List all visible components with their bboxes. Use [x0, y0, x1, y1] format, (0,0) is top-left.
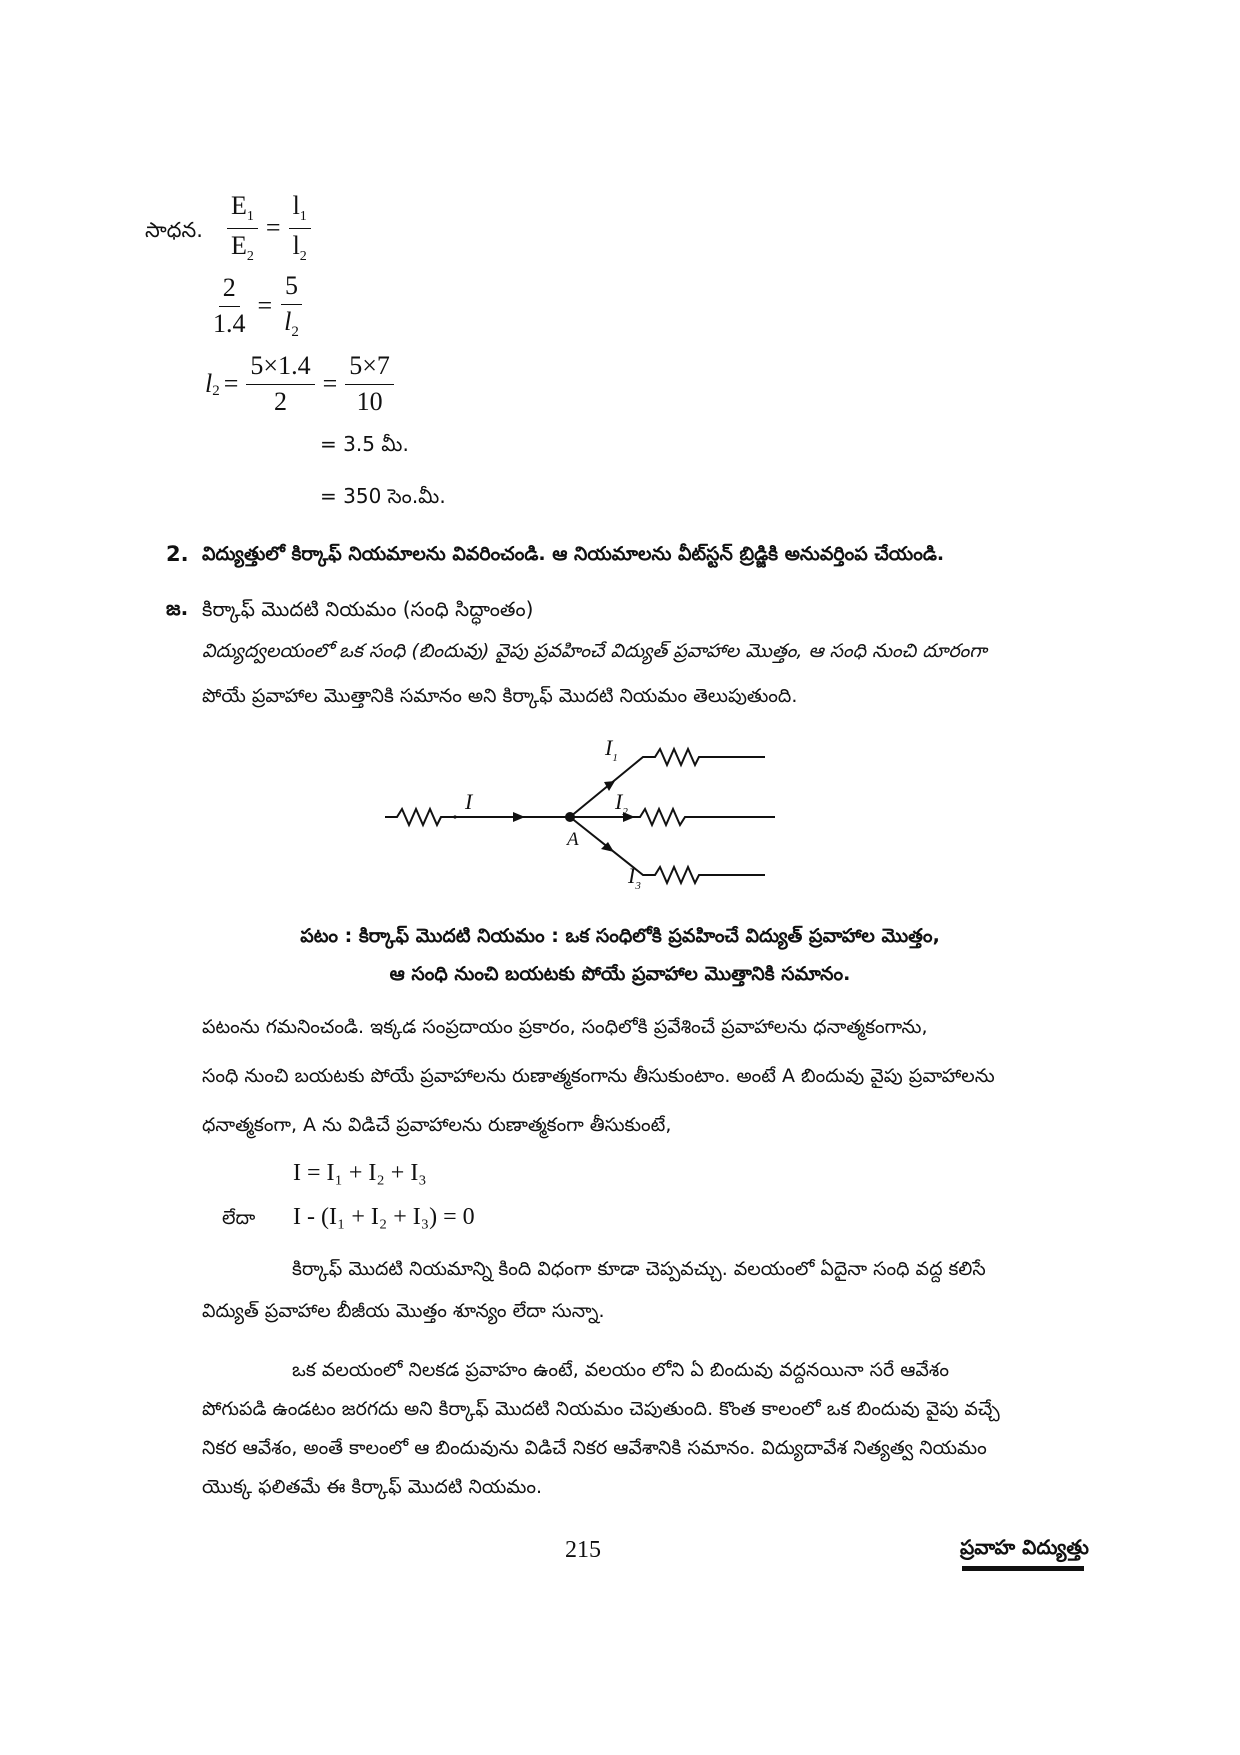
equation-current-sum: I = I₁ + I₂ + I₃: [293, 1160, 427, 1186]
label-current-i3: $I_3$: [628, 863, 641, 892]
chapter-title-underline: [962, 1566, 1084, 1571]
definition-line-2: పోయే ప్రవాహాల మొత్తానికి సమానం అని కిర్కాఫ్ మొదటి నియమం తెలుపుతుంది.: [202, 685, 798, 707]
question-text: విద్యుత్తులో కిర్కాఫ్ నియమాలను వివరించండి. ఆ నియమాలను వీట్‌స్టన్ బ్రిడ్జికి అనువర్తింప చేయండి.: [202, 543, 945, 565]
chapter-title: ప్రవాహ విద్యుత్తు: [960, 1535, 1089, 1559]
paragraph-3-line-1: ఒక వలయంలో నిలకడ ప్రవాహం ఉంటే, వలయం లోని ఏ బిందువు వద్దనయినా సరే ఆవేశం: [292, 1359, 950, 1381]
equation-current-zero: I - (I₁ + I₂ + I₃) = 0: [293, 1204, 475, 1230]
equation-substitution: $\frac{2}{1.4}$ = $\frac{5}{l_2}$: [205, 272, 307, 340]
question-number: 2.: [166, 542, 189, 566]
solution-label: సాధన.: [145, 218, 203, 242]
branch-1-wire: [570, 749, 765, 817]
equation-ratio: $\frac{E_1}{E_2}$ = $\frac{l_1}{l_2}$: [223, 192, 315, 264]
definition-line-1: విద్యుద్వలయంలో ఒక సంధి (బిందువు) వైపు ప్రవహించే విద్యుత్ ప్రవాహాల మొత్తం, ఆ సంధి నుంచి దూరంగా: [202, 640, 987, 662]
paragraph-1-line-2: సంధి నుంచి బయటకు పోయే ప్రవాహాలను రుణాత్మకంగాను తీసుకుంటాం. అంటే A బిందువు వైపు ప్రవాహాలను: [202, 1065, 995, 1087]
paragraph-1-line-3: ధనాత్మకంగా, A ను విడిచే ప్రవాహాలను రుణాత్మకంగా తీసుకుంటే,: [202, 1114, 672, 1136]
label-current-i: I: [465, 789, 473, 814]
label-junction-a: A: [567, 829, 579, 850]
result-meters: = 3.5 మీ.: [320, 432, 409, 456]
arrow-incoming: [513, 812, 525, 822]
dot-mark: [453, 815, 456, 818]
answer-label: జ.: [166, 596, 189, 620]
figure-caption-line-2: ఆ సంధి నుంచి బయటకు పోయే ప్రవాహాల మొత్తానికి సమానం.: [389, 963, 851, 985]
branch-2-wire: [570, 809, 775, 825]
paragraph-3-line-3: నికర ఆవేశం, అంతే కాలంలో ఆ బిందువును విడిచే నికర ఆవేశానికి సమానం. విద్యుదావేశ నిత్యత్వ నియమం: [202, 1437, 987, 1459]
incoming-resistor: [385, 809, 570, 825]
label-current-i2: $I_2$: [615, 789, 628, 818]
kirchhoff-junction-diagram: [375, 725, 785, 905]
paragraph-2-line-1: కిర్కాఫ్ మొదటి నియమాన్ని కింది విధంగా కూడా చెప్పవచ్చు. వలయంలో ఏదైనా సంధి వద్ద కలిసే: [292, 1258, 986, 1280]
result-centimeters: = 350 సెం.మీ.: [320, 484, 446, 508]
answer-heading: కిర్కాఫ్ మొదటి నియమం (సంధి సిద్ధాంతం): [202, 597, 534, 621]
paragraph-3-line-4: యొక్క ఫలితమే ఈ కిర్కాఫ్ మొదటి నియమం.: [202, 1476, 543, 1498]
branch-3-wire: [570, 817, 765, 883]
figure-caption-line-1: పటం : కిర్కాఫ్ మొదటి నియమం : ఒక సంధిలోకి ప్రవహించే విద్యుత్ ప్రవాహాల మొత్తం,: [300, 925, 940, 947]
paragraph-1-line-1: పటంను గమనించండి. ఇక్కడ సంప్రదాయం ప్రకారం, సంధిలోకి ప్రవేశించే ప్రవాహాలను ధనాత్మకంగాను,: [202, 1016, 928, 1038]
equation-l2: l $_2$ = $\frac{5\times 1.4}{2}$ = $\frac{5\times 7}{10}$: [205, 352, 398, 416]
or-label: లేదా: [222, 1207, 256, 1229]
arrow-branch-1: [604, 781, 615, 791]
paragraph-3-line-2: పోగుపడి ఉండటం జరగదు అని కిర్కాఫ్ మొదటి నియమం చెపుతుంది. కొంత కాలంలో ఒక బిందువు వైపు వచ్చే: [202, 1398, 1000, 1420]
paragraph-2-line-2: విద్యుత్ ప్రవాహాల బీజీయ మొత్తం శూన్యం లేదా సున్నా.: [202, 1300, 605, 1322]
label-current-i1: $I_1$: [605, 735, 618, 764]
junction-point-a: [565, 812, 575, 822]
page-number: 215: [565, 1537, 601, 1563]
